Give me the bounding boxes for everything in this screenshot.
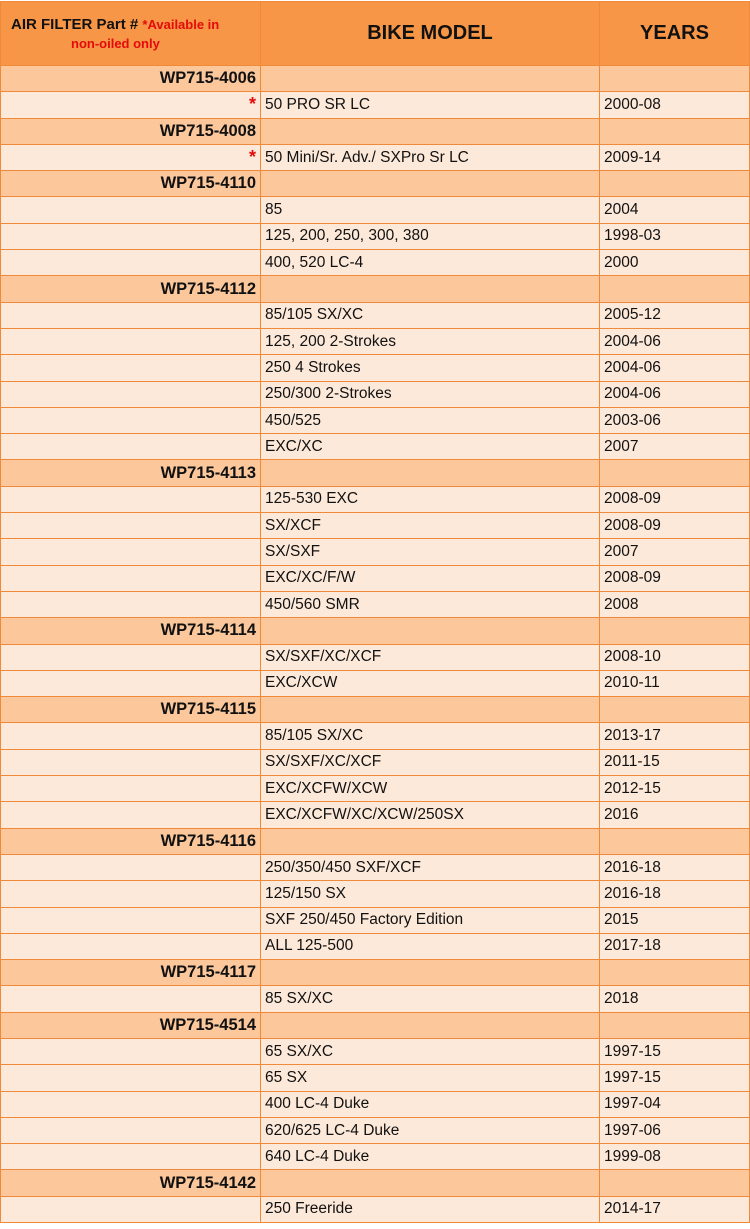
part-number-row bbox=[1, 697, 750, 723]
bike-model-cell: 85 SX/XC bbox=[261, 986, 600, 1012]
years-cell: 2017-18 bbox=[600, 933, 750, 959]
header-air-filter-title: AIR FILTER Part # bbox=[11, 16, 143, 33]
model-row bbox=[1, 1196, 750, 1222]
model-row bbox=[1, 1091, 750, 1117]
model-row bbox=[1, 1038, 750, 1064]
non-oiled-star-cell bbox=[1, 644, 261, 670]
part-number: WP715-4116 bbox=[1, 828, 261, 854]
years-cell: 2007 bbox=[600, 434, 750, 460]
bike-model-cell: 250/350/450 SXF/XCF bbox=[261, 854, 600, 880]
years-cell: 2000 bbox=[600, 250, 750, 276]
bike-model-cell: 400, 520 LC-4 bbox=[261, 250, 600, 276]
part-row-years-cell bbox=[600, 618, 750, 644]
bike-model-cell: 450/525 bbox=[261, 407, 600, 433]
bike-model-cell: 50 PRO SR LC bbox=[261, 92, 600, 118]
years-cell: 2011-15 bbox=[600, 749, 750, 775]
model-row bbox=[1, 381, 750, 407]
part-row-model-cell bbox=[261, 171, 600, 197]
non-oiled-star-cell bbox=[1, 986, 261, 1012]
model-row bbox=[1, 854, 750, 880]
model-row bbox=[1, 802, 750, 828]
years-cell: 2003-06 bbox=[600, 407, 750, 433]
non-oiled-star-cell bbox=[1, 328, 261, 354]
model-row bbox=[1, 407, 750, 433]
bike-model-cell: 250 4 Strokes bbox=[261, 355, 600, 381]
years-cell: 1997-15 bbox=[600, 1038, 750, 1064]
years-cell: 1997-15 bbox=[600, 1065, 750, 1091]
non-oiled-star-cell bbox=[1, 1117, 261, 1143]
part-row-years-cell bbox=[600, 1012, 750, 1038]
years-cell: 2007 bbox=[600, 539, 750, 565]
part-row-model-cell bbox=[261, 66, 600, 92]
years-cell: 2009-14 bbox=[600, 144, 750, 170]
non-oiled-star-cell bbox=[1, 565, 261, 591]
bike-model-cell: 85/105 SX/XC bbox=[261, 302, 600, 328]
years-cell: 2004-06 bbox=[600, 355, 750, 381]
table-body bbox=[1, 66, 750, 1223]
non-oiled-star-cell bbox=[1, 434, 261, 460]
model-row bbox=[1, 565, 750, 591]
bike-model-cell: 125/150 SX bbox=[261, 881, 600, 907]
model-row bbox=[1, 250, 750, 276]
years-cell: 2004-06 bbox=[600, 381, 750, 407]
non-oiled-star-cell bbox=[1, 1144, 261, 1170]
model-row bbox=[1, 907, 750, 933]
model-row bbox=[1, 486, 750, 512]
part-number-row bbox=[1, 460, 750, 486]
part-row-model-cell bbox=[261, 618, 600, 644]
non-oiled-star-cell bbox=[1, 723, 261, 749]
bike-model-cell: EXC/XC/F/W bbox=[261, 565, 600, 591]
bike-model-cell: 620/625 LC-4 Duke bbox=[261, 1117, 600, 1143]
part-number: WP715-4514 bbox=[1, 1012, 261, 1038]
bike-model-cell: SX/SXF/XC/XCF bbox=[261, 644, 600, 670]
non-oiled-star-cell bbox=[1, 355, 261, 381]
part-row-years-cell bbox=[600, 960, 750, 986]
model-row bbox=[1, 591, 750, 617]
bike-model-cell: SX/SXF bbox=[261, 539, 600, 565]
non-oiled-star-cell bbox=[1, 907, 261, 933]
bike-model-cell: 65 SX/XC bbox=[261, 1038, 600, 1064]
part-row-years-cell bbox=[600, 460, 750, 486]
bike-model-cell: EXC/XCW bbox=[261, 670, 600, 696]
non-oiled-star-cell bbox=[1, 854, 261, 880]
part-number: WP715-4142 bbox=[1, 1170, 261, 1196]
part-number-row bbox=[1, 828, 750, 854]
bike-model-cell: 450/560 SMR bbox=[261, 591, 600, 617]
part-number-row bbox=[1, 276, 750, 302]
header-non-oiled-note: *Available in bbox=[142, 17, 220, 32]
model-row bbox=[1, 328, 750, 354]
model-row bbox=[1, 933, 750, 959]
model-row bbox=[1, 881, 750, 907]
part-number-row bbox=[1, 1170, 750, 1196]
non-oiled-star-cell bbox=[1, 302, 261, 328]
years-cell: 2008-10 bbox=[600, 644, 750, 670]
non-oiled-star-cell bbox=[1, 802, 261, 828]
part-number: WP715-4114 bbox=[1, 618, 261, 644]
part-row-model-cell bbox=[261, 828, 600, 854]
part-number: WP715-4113 bbox=[1, 460, 261, 486]
part-row-years-cell bbox=[600, 171, 750, 197]
part-row-years-cell bbox=[600, 66, 750, 92]
non-oiled-star-cell bbox=[1, 881, 261, 907]
model-row bbox=[1, 776, 750, 802]
non-oiled-star-cell bbox=[1, 933, 261, 959]
bike-model-cell: 85 bbox=[261, 197, 600, 223]
bike-model-cell: 125-530 EXC bbox=[261, 486, 600, 512]
years-cell: 2018 bbox=[600, 986, 750, 1012]
bike-model-cell: 250 Freeride bbox=[261, 1196, 600, 1222]
non-oiled-star-cell bbox=[1, 223, 261, 249]
non-oiled-star-cell bbox=[1, 1038, 261, 1064]
part-row-years-cell bbox=[600, 276, 750, 302]
part-row-model-cell bbox=[261, 697, 600, 723]
part-number-row bbox=[1, 171, 750, 197]
years-cell: 2004 bbox=[600, 197, 750, 223]
bike-model-cell: 125, 200 2-Strokes bbox=[261, 328, 600, 354]
model-row bbox=[1, 302, 750, 328]
part-row-model-cell bbox=[261, 960, 600, 986]
part-number: WP715-4006 bbox=[1, 66, 261, 92]
part-number: WP715-4112 bbox=[1, 276, 261, 302]
years-cell: 2015 bbox=[600, 907, 750, 933]
years-cell: 2004-06 bbox=[600, 328, 750, 354]
non-oiled-star-cell bbox=[1, 749, 261, 775]
part-number: WP715-4110 bbox=[1, 171, 261, 197]
part-row-model-cell bbox=[261, 118, 600, 144]
non-oiled-star-cell bbox=[1, 197, 261, 223]
non-oiled-star-cell bbox=[1, 1091, 261, 1117]
part-row-years-cell bbox=[600, 118, 750, 144]
model-row bbox=[1, 986, 750, 1012]
part-number: WP715-4008 bbox=[1, 118, 261, 144]
bike-model-cell: 250/300 2-Strokes bbox=[261, 381, 600, 407]
model-row bbox=[1, 355, 750, 381]
model-row bbox=[1, 749, 750, 775]
part-number-row bbox=[1, 66, 750, 92]
years-cell: 2008-09 bbox=[600, 486, 750, 512]
part-row-model-cell bbox=[261, 1170, 600, 1196]
non-oiled-star-cell bbox=[1, 591, 261, 617]
header-non-oiled-note-line2: non-oiled only bbox=[71, 36, 160, 51]
non-oiled-star-cell bbox=[1, 670, 261, 696]
model-row bbox=[1, 197, 750, 223]
years-cell: 2016-18 bbox=[600, 854, 750, 880]
years-cell: 1998-03 bbox=[600, 223, 750, 249]
years-cell: 1999-08 bbox=[600, 1144, 750, 1170]
years-cell: 2014-17 bbox=[600, 1196, 750, 1222]
bike-model-cell: 125, 200, 250, 300, 380 bbox=[261, 223, 600, 249]
non-oiled-star-cell bbox=[1, 381, 261, 407]
part-number-row bbox=[1, 1012, 750, 1038]
model-row bbox=[1, 513, 750, 539]
bike-model-cell: EXC/XCFW/XCW bbox=[261, 776, 600, 802]
years-cell: 2005-12 bbox=[600, 302, 750, 328]
non-oiled-star-cell bbox=[1, 1065, 261, 1091]
part-number-row bbox=[1, 118, 750, 144]
bike-model-cell: SX/XCF bbox=[261, 513, 600, 539]
model-row bbox=[1, 1117, 750, 1143]
bike-model-cell: 85/105 SX/XC bbox=[261, 723, 600, 749]
part-number: WP715-4115 bbox=[1, 697, 261, 723]
part-row-model-cell bbox=[261, 1012, 600, 1038]
years-cell: 2008-09 bbox=[600, 513, 750, 539]
years-cell: 2013-17 bbox=[600, 723, 750, 749]
years-cell: 2008-09 bbox=[600, 565, 750, 591]
part-number: WP715-4117 bbox=[1, 960, 261, 986]
model-row bbox=[1, 1144, 750, 1170]
years-cell: 2008 bbox=[600, 591, 750, 617]
years-cell: 1997-06 bbox=[600, 1117, 750, 1143]
model-row bbox=[1, 92, 750, 118]
model-row bbox=[1, 539, 750, 565]
part-row-years-cell bbox=[600, 1170, 750, 1196]
model-row bbox=[1, 434, 750, 460]
years-cell: 2012-15 bbox=[600, 776, 750, 802]
model-row bbox=[1, 723, 750, 749]
model-row bbox=[1, 644, 750, 670]
non-oiled-star-cell bbox=[1, 486, 261, 512]
years-cell: 1997-04 bbox=[600, 1091, 750, 1117]
part-number-row bbox=[1, 618, 750, 644]
years-cell: 2000-08 bbox=[600, 92, 750, 118]
model-row bbox=[1, 223, 750, 249]
model-row bbox=[1, 144, 750, 170]
bike-model-cell: 640 LC-4 Duke bbox=[261, 1144, 600, 1170]
header-bike-model: BIKE MODEL bbox=[261, 2, 600, 66]
bike-model-cell: SXF 250/450 Factory Edition bbox=[261, 907, 600, 933]
part-row-years-cell bbox=[600, 828, 750, 854]
non-oiled-star-cell: * bbox=[1, 92, 261, 118]
table-header-row bbox=[1, 2, 750, 66]
header-air-filter-part bbox=[1, 2, 261, 66]
non-oiled-star-cell bbox=[1, 1196, 261, 1222]
model-row bbox=[1, 1065, 750, 1091]
part-row-model-cell bbox=[261, 460, 600, 486]
years-cell: 2010-11 bbox=[600, 670, 750, 696]
years-cell: 2016 bbox=[600, 802, 750, 828]
part-row-years-cell bbox=[600, 697, 750, 723]
non-oiled-star-cell bbox=[1, 513, 261, 539]
model-row bbox=[1, 670, 750, 696]
non-oiled-star-cell bbox=[1, 407, 261, 433]
years-cell: 2016-18 bbox=[600, 881, 750, 907]
non-oiled-star-cell bbox=[1, 776, 261, 802]
bike-model-cell: EXC/XC bbox=[261, 434, 600, 460]
bike-model-cell: ALL 125-500 bbox=[261, 933, 600, 959]
part-number-row bbox=[1, 960, 750, 986]
bike-model-cell: EXC/XCFW/XC/XCW/250SX bbox=[261, 802, 600, 828]
header-years: YEARS bbox=[600, 2, 750, 66]
bike-model-cell: 65 SX bbox=[261, 1065, 600, 1091]
bike-model-cell: 400 LC-4 Duke bbox=[261, 1091, 600, 1117]
bike-model-cell: 50 Mini/Sr. Adv./ SXPro Sr LC bbox=[261, 144, 600, 170]
part-row-model-cell bbox=[261, 276, 600, 302]
air-filter-table bbox=[0, 1, 750, 1223]
bike-model-cell: SX/SXF/XC/XCF bbox=[261, 749, 600, 775]
non-oiled-star-cell bbox=[1, 250, 261, 276]
non-oiled-star-cell bbox=[1, 539, 261, 565]
non-oiled-star-cell: * bbox=[1, 144, 261, 170]
